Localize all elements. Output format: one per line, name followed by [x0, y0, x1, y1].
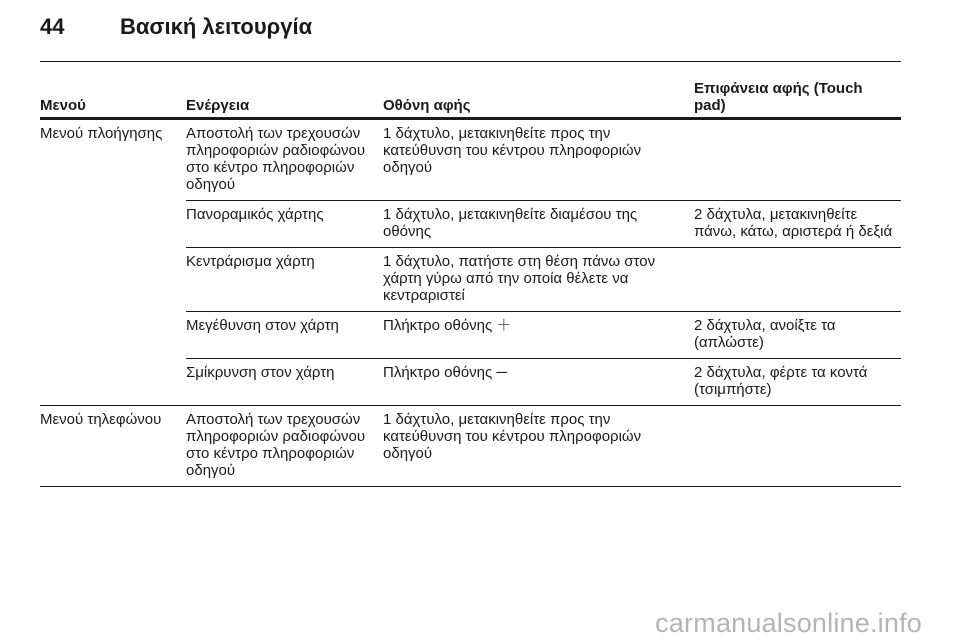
cell-touchpad: 2 δάχτυλα, ανοίξτε τα (απλώστε)	[694, 312, 901, 359]
table-row	[40, 312, 901, 359]
cell-touchpad: 2 δάχτυλα, φέρτε τα κοντά (τσιμπήστε)	[694, 359, 901, 406]
cell-touchscreen: Πλήκτρο οθόνης ＋	[383, 312, 694, 359]
page-header	[40, 14, 312, 54]
column-header-action: Ενέργεια	[186, 80, 383, 119]
cell-menu	[40, 248, 186, 312]
cell-touchpad: 2 δάχτυλα, μετακινηθείτε πάνω, κάτω, αριστερά ή δεξιά	[694, 201, 901, 248]
column-header-touchpad: Επιφάνεια αφής (Touch pad)	[694, 80, 901, 119]
table-row	[40, 201, 901, 248]
cell-menu	[40, 359, 186, 406]
page-title: Βασική λειτουργία	[120, 14, 313, 39]
cell-menu	[40, 312, 186, 359]
table-row	[40, 119, 901, 201]
cell-action: Πανοραμικός χάρτης	[186, 201, 383, 248]
header-rule	[40, 61, 901, 62]
cell-touchscreen: Πλήκτρο οθόνης ─	[383, 359, 694, 406]
cell-menu	[40, 201, 186, 248]
cell-touchpad	[694, 119, 901, 201]
cell-touchscreen: 1 δάχτυλο, μετακινηθείτε προς την κατεύθυνση του κέντρου πληροφοριών οδηγού	[383, 119, 694, 201]
table-row	[40, 248, 901, 312]
cell-touchscreen: 1 δάχτυλο, πατήστε στη θέση πάνω στον χάρτη γύρω από την οποία θέλετε να κεντραριστεί	[383, 248, 694, 312]
cell-action: Αποστολή των τρεχουσών πληροφοριών ραδιοφώνου στο κέντρο πληροφοριών οδηγού	[186, 119, 383, 201]
column-header-menu: Μενού	[40, 80, 186, 119]
watermark: carmanualsonline.info	[655, 608, 922, 638]
table-header-row	[40, 80, 901, 119]
cell-touchscreen: 1 δάχτυλο, μετακινηθείτε διαμέσου της οθόνης	[383, 201, 694, 248]
table-row	[40, 406, 901, 487]
cell-action: Σμίκρυνση στον χάρτη	[186, 359, 383, 406]
cell-menu: Μενού τηλεφώνου	[40, 406, 186, 487]
cell-touchpad	[694, 248, 901, 312]
cell-action: Αποστολή των τρεχουσών πληροφοριών ραδιοφώνου στο κέντρο πληροφοριών οδηγού	[186, 406, 383, 487]
page-number: 44	[40, 14, 65, 39]
cell-action: Κεντράρισμα χάρτη	[186, 248, 383, 312]
cell-touchpad	[694, 406, 901, 487]
cell-menu: Μενού πλοήγησης	[40, 125, 163, 142]
column-header-touchscreen: Οθόνη αφής	[383, 80, 694, 119]
cell-action: Μεγέθυνση στον χάρτη	[186, 312, 383, 359]
table-row	[40, 359, 901, 406]
gesture-table	[40, 80, 901, 487]
cell-touchscreen: 1 δάχτυλο, μετακινηθείτε προς την κατεύθυνση του κέντρου πληροφοριών οδηγού	[383, 406, 694, 487]
